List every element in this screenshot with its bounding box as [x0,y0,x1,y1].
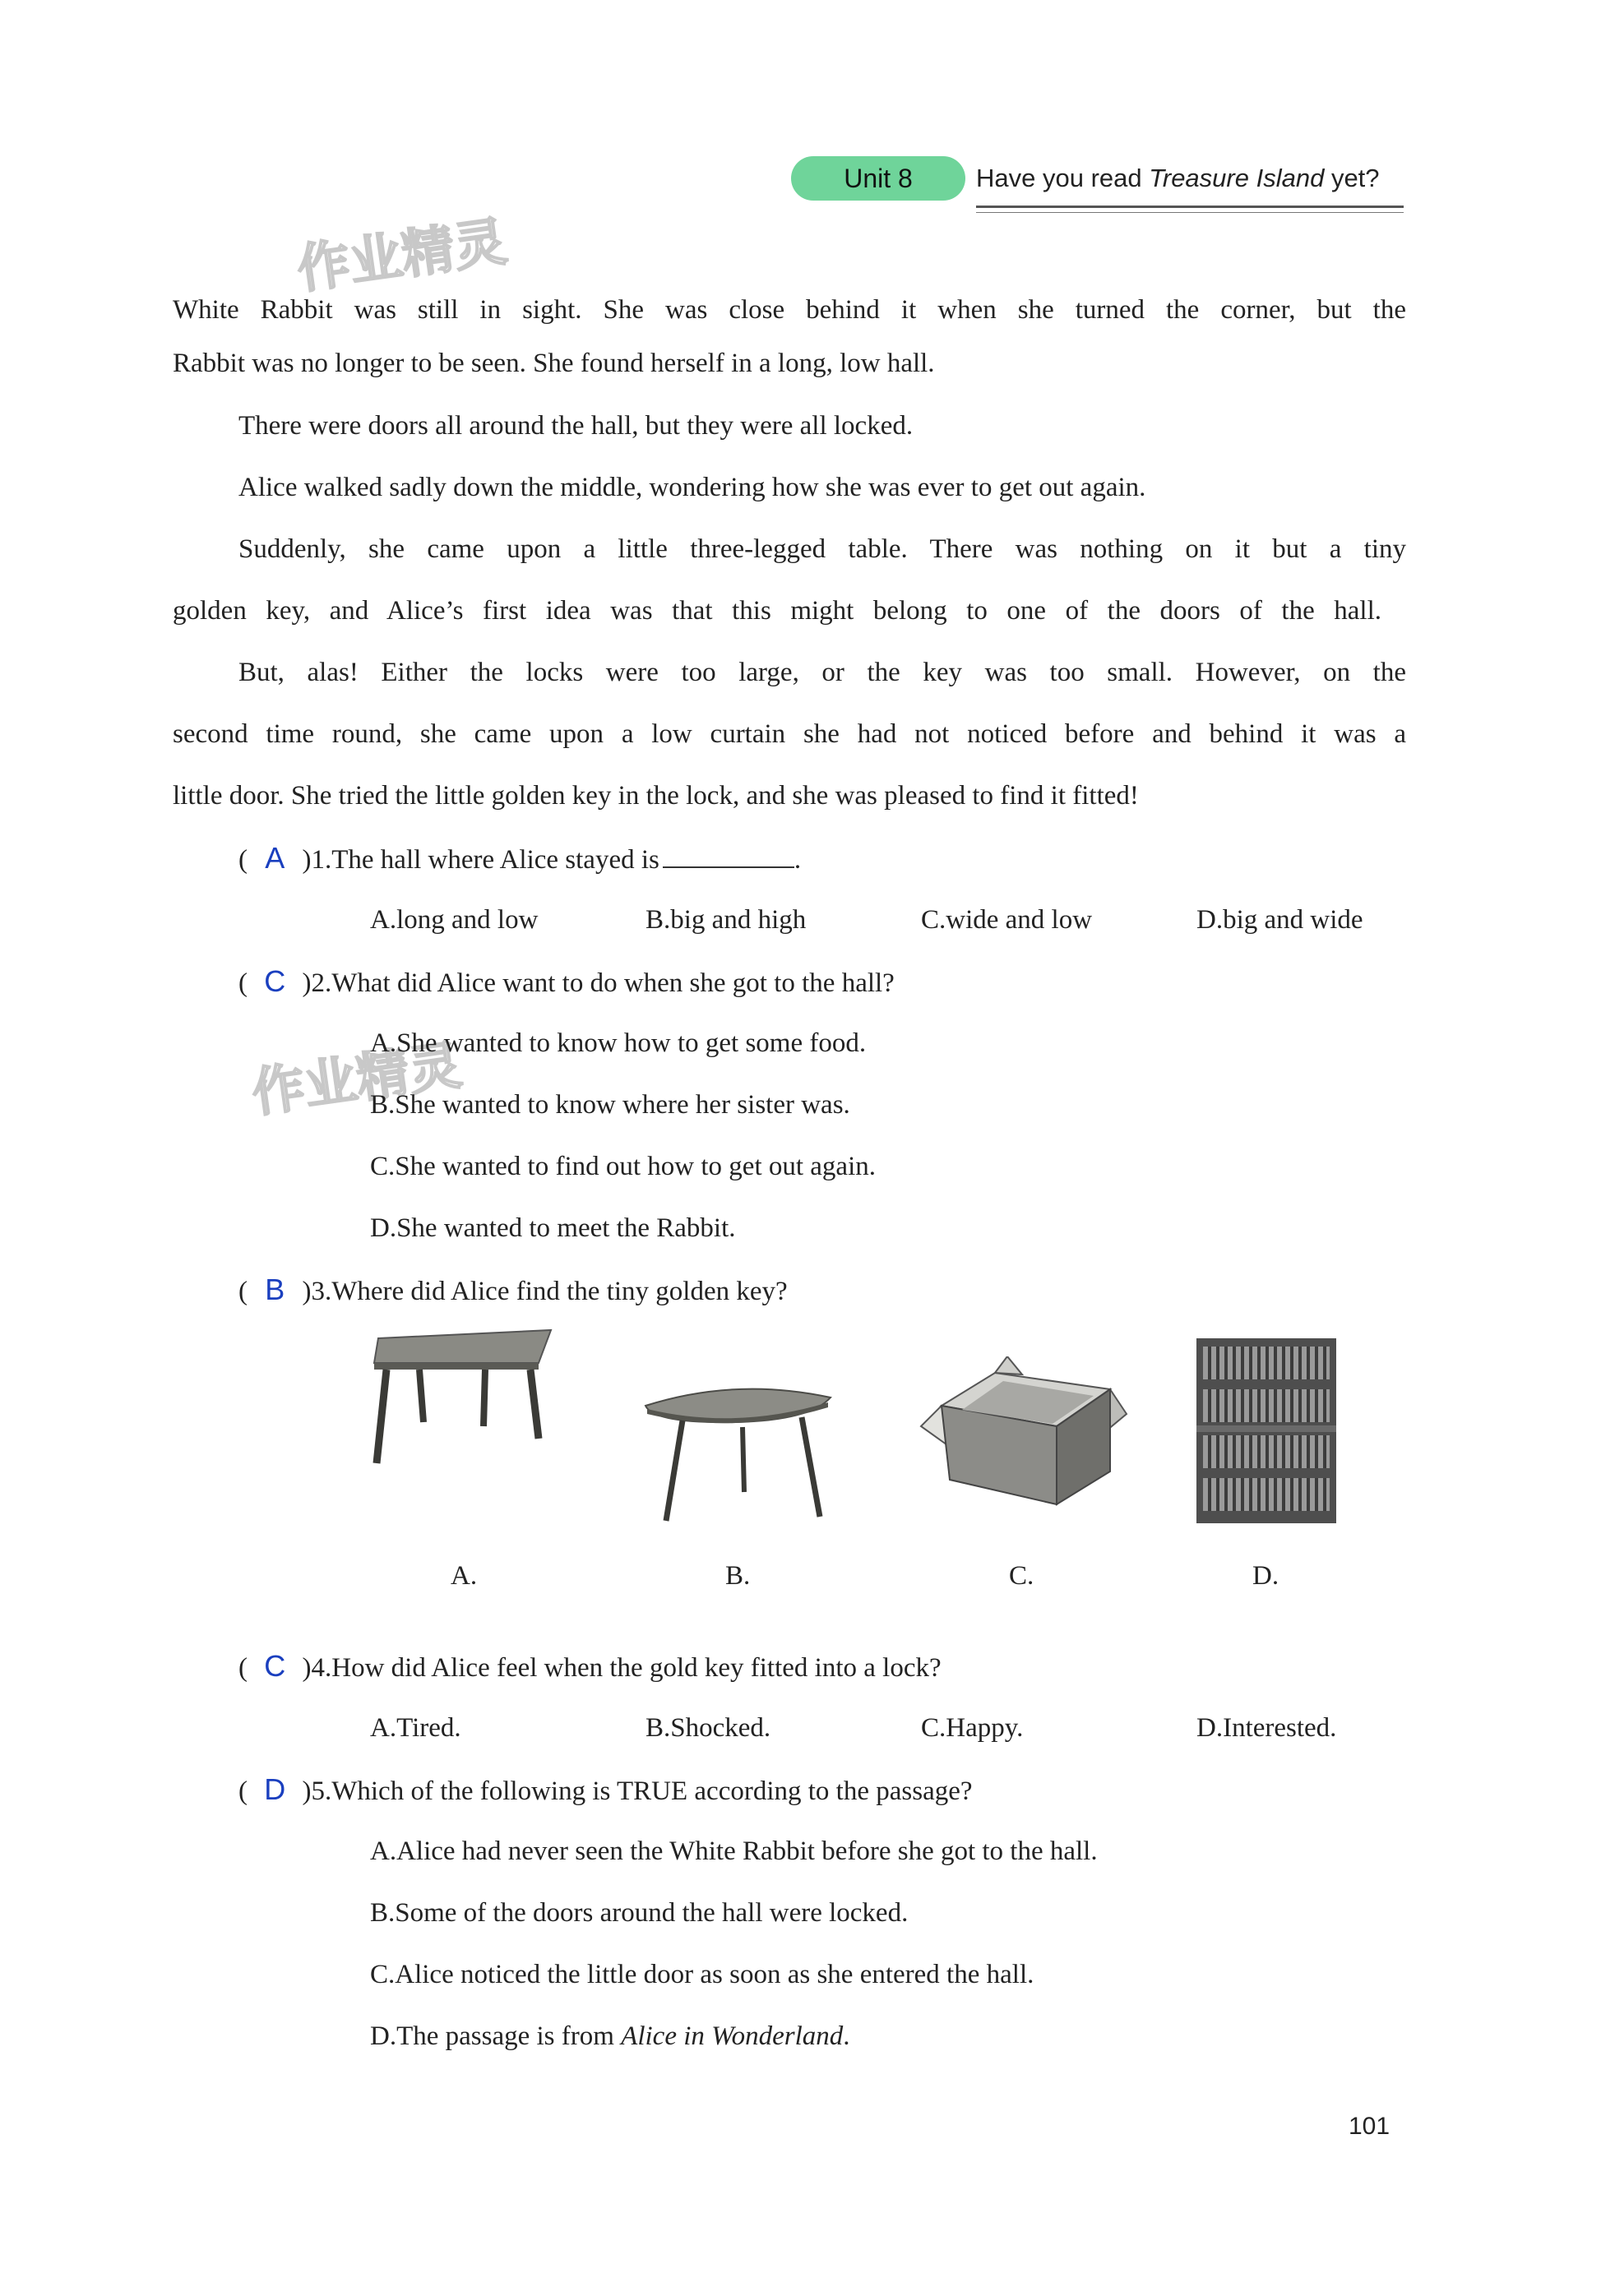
question-4-option-c: C.Happy. [921,1713,1024,1743]
question-3 [238,1272,788,1310]
unit-badge: Unit 8 [791,156,965,201]
question-1-option-b: B.big and high [645,905,807,935]
question-4-answer: C [264,1649,286,1683]
question-2-option-a: A.She wanted to know how to get some food. [370,1028,867,1058]
header-rule-thin [976,212,1404,213]
passage-line-9: little door. She tried the little golden key in the lock, and she was pleased to find it fitted! [173,781,1139,811]
question-1-option-c: C.wide and low [921,905,1093,935]
passage-line-1: White Rabbit was still in sight. She was close behind it when she turned the corner, but the [173,295,1406,325]
question-2-option-c: C.She wanted to find out how to get out again. [370,1152,876,1181]
question-5-option-d-book: Alice in Wonderland [621,2021,844,2051]
bookshelf-image [1196,1338,1336,1523]
question-5-option-a: A.Alice had never seen the White Rabbit before she got to the hall. [370,1836,1098,1866]
watermark-middle: 作业精灵 [248,1035,465,1125]
question-4-stem: )4.How did Alice feel when the gold key fitted into a lock? [302,1653,942,1683]
paren-open: ( [238,1277,248,1306]
passage-line-8: second time round, she came upon a low curtain she had not noticed before and behind it was a [173,719,1406,749]
question-3-stem: )3.Where did Alice find the tiny golden key? [302,1277,788,1306]
picture-label-a: A. [451,1561,478,1591]
paren-open: ( [238,1653,248,1683]
question-1-stem: )1.The hall where Alice stayed is [302,845,659,875]
question-1-option-a: A.long and low [370,905,539,935]
paren-open: ( [238,1776,248,1806]
question-2-option-b: B.She wanted to know where her sister was. [370,1090,850,1120]
chapter-title-suffix: yet? [1324,164,1380,192]
watermark-top: 作业精灵 [294,211,511,302]
picture-label-b: B. [725,1561,751,1591]
answer-blank [663,842,794,868]
page-number: 101 [1349,2113,1390,2140]
question-4 [238,1648,942,1686]
question-1-option-d: D.big and wide [1196,905,1363,935]
question-3-answer: B [265,1273,285,1306]
box-image [917,1356,1131,1513]
question-5 [238,1772,973,1809]
chapter-title-prefix: Have you read [976,164,1150,192]
question-4-option-d: D.Interested. [1196,1713,1337,1743]
passage-line-5: Suddenly, she came upon a little three-legged table. There was nothing on it but a tiny [238,534,1406,564]
passage-line-6: golden key, and Alice’s first idea was that this might belong to one of the doors of the hall. [173,596,1381,626]
question-2-answer: C [264,964,286,998]
question-5-option-c: C.Alice noticed the little door as soon as she entered the hall. [370,1960,1034,1989]
question-5-stem: )5.Which of the following is TRUE according to the passage? [302,1776,973,1806]
chapter-title [976,159,1437,197]
passage-line-2: Rabbit was no longer to be seen. She found herself in a long, low hall. [173,349,935,378]
picture-label-c: C. [1009,1561,1034,1591]
passage-line-3: There were doors all around the hall, but they were all locked. [238,411,914,441]
chapter-title-book: Treasure Island [1149,164,1325,192]
paren-open: ( [238,845,248,875]
passage-line-7: But, alas! Either the locks were too large, or the key was too small. However, on the [238,658,1406,687]
question-5-option-d [370,2018,850,2054]
question-5-answer: D [264,1772,286,1806]
question-2 [238,963,895,1001]
header-rule [976,206,1404,208]
question-5-option-b: B.Some of the doors around the hall were locked. [370,1898,909,1928]
passage-line-4: Alice walked sadly down the middle, wondering how she was ever to get out again. [238,473,1146,502]
question-1-answer: A [265,841,285,875]
question-4-option-b: B.Shocked. [645,1713,771,1743]
question-5-option-d-suffix: . [843,2021,850,2051]
three-legged-table-image [637,1381,843,1529]
paren-open: ( [238,968,248,998]
question-1 [238,840,801,878]
picture-label-d: D. [1252,1561,1279,1591]
question-5-option-d-prefix: D.The passage is from [370,2021,622,2051]
question-2-option-d: D.She wanted to meet the Rabbit. [370,1213,736,1243]
square-table-image [362,1324,559,1471]
question-4-option-a: A.Tired. [370,1713,461,1743]
question-1-stem-end: . [794,845,802,875]
question-2-stem: )2.What did Alice want to do when she got to the hall? [302,968,895,998]
